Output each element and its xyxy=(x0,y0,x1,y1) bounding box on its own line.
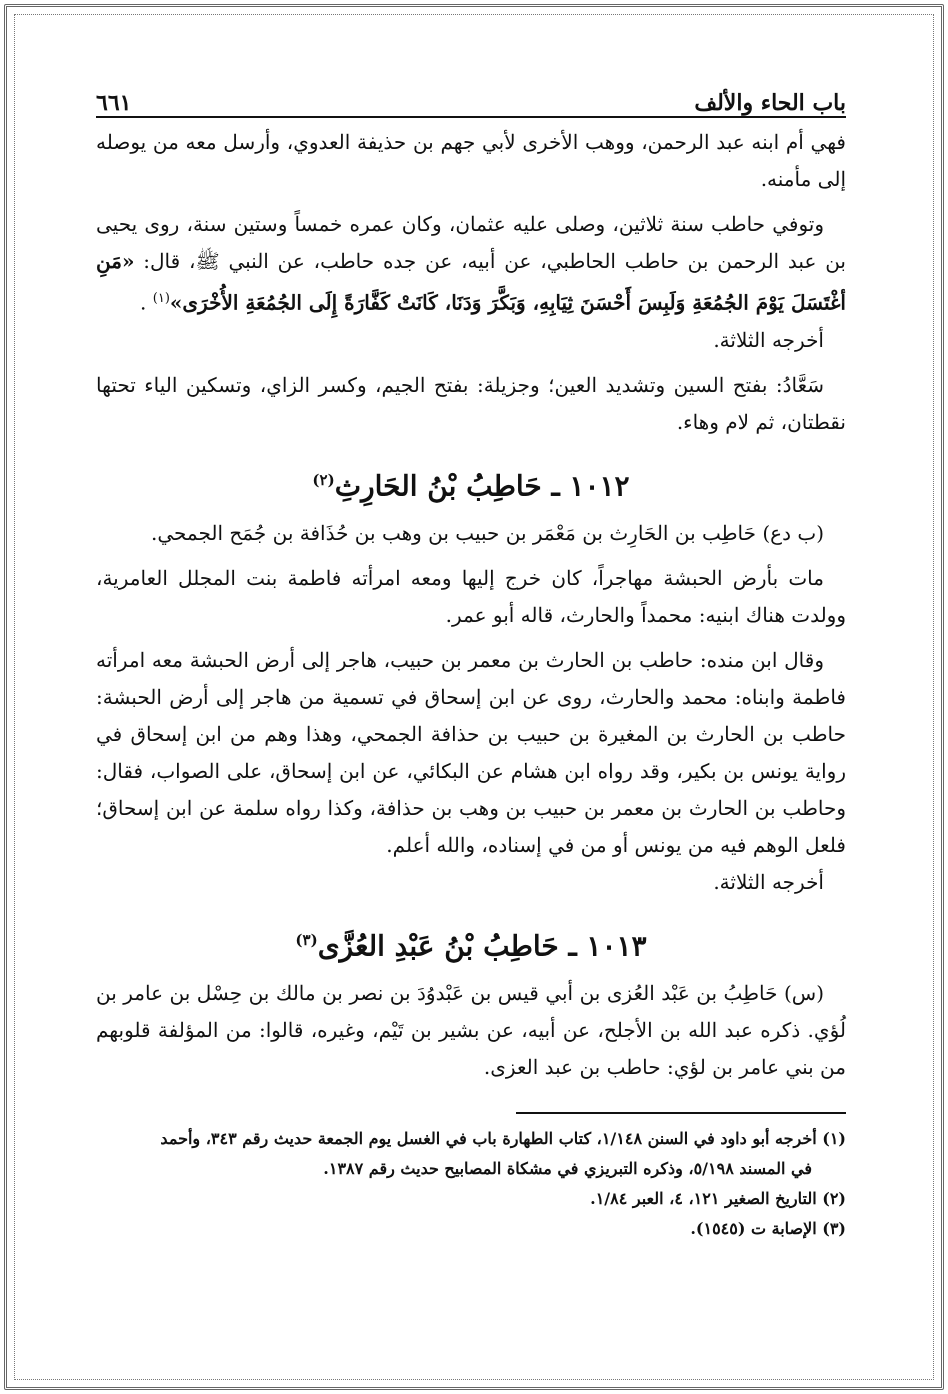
footnotes xyxy=(96,1124,846,1244)
paragraph-8: أخرجه الثلاثة. xyxy=(713,869,824,894)
footnote-ref-3: (٣) xyxy=(295,930,318,949)
page-header xyxy=(96,80,846,118)
paragraph-3: أخرجه الثلاثة. xyxy=(713,327,824,352)
entry-heading-1013 xyxy=(96,915,846,971)
footnote-2: (٢) التاريخ الصغير ١٢١، ٤، العبر ١/٨٤. xyxy=(590,1189,846,1209)
book-page xyxy=(96,80,846,1244)
chapter-title: باب الحاء والألف xyxy=(694,90,846,116)
entry-heading-1012 xyxy=(96,455,846,511)
paragraph-5: (ب دع) حَاطِب بن الحَارِث بن مَعْمَر بن حبيب بن وهب بن حُذَافة بن جُمَح الجمحي. xyxy=(150,520,824,545)
entry-heading-1012-text: ١٠١٢ ـ حَاطِبُ بْنُ الحَارِثِ xyxy=(334,468,630,502)
footnote-1: (١) أخرجه أبو داود في السنن ١/١٤٨، كتاب الطهارة باب في الغسل يوم الجمعة حديث رقم ٣٤٣، وأحمد xyxy=(160,1129,846,1149)
paragraph-7: وقال ابن منده: حاطب بن الحارث بن معمر بن حبيب، هاجر إلى أرض الحبشة معه امرأته فاطمة وابناه: محمد والحارث، روى عن ابن إسحاق في تسمية من هاجر إلى أرض الحبشة: حاطب بن الحارث بن المغيرة بن حبيب بن حذافة الجمحي، وهذا وهم من ابن إسحاق في رواية يونس بن بكير، وقد رواه ابن هشام عن البكائي، عن ابن إسحاق، على الصواب، فقال: وحاطب بن الحارث بن معمر بن حبيب بن وهب بن حذافة، وكذا رواه سلمة عن ابن إسحاق؛ فلعل الوهم فيه من يونس أو من في إسناده، والله أعلم. xyxy=(96,647,846,857)
footnote-1-continued: في المسند ٥/١٩٨، وذكره التبريزي في مشكاة المصابيح حديث رقم ١٣٨٧. xyxy=(323,1159,812,1179)
paragraph-9: (س) حَاطِبُ بن عَبْد العُزى بن أبي قيس بن عَبْدوُدَ بن نصر بن مالك بن حِسْل بن عامر بن لُؤي. ذكره عبد الله بن الأجلح، عن أبيه، عن بشير بن تَيْم، وغيره، قالوا: من المؤلفة قلوبهم من بني عامر بن لؤي: حاطب بن عبد العزى. xyxy=(96,981,846,1080)
paragraph-6: مات بأرض الحبشة مهاجراً، كان خرج إليها ومعه امرأته فاطمة بنت المجلل العامرية، وولدت هناك ابنيه: محمداً والحارث، قاله أبو عمر. xyxy=(96,565,846,627)
paragraph-1: فهي أم ابنه عبد الرحمن، ووهب الأخرى لأبي جهم بن حذيفة العدوي، وأرسل معه من يوصله إلى مأمنه. xyxy=(96,130,846,191)
footnote-ref-2: (٢) xyxy=(312,470,335,489)
paragraph-2-text: وتوفي حاطب سنة ثلاثين، وصلى عليه عثمان، وكان عمره خمساً وستين سنة، روى يحيى بن عبد الرحمن بن حاطب الحاطبي، عن أبيه، عن جده حاطب، عن النبي ﷺ، قال: xyxy=(96,212,846,273)
paragraph-4: سَعَّادُ: بفتح السين وتشديد العين؛ وجزيلة: بفتح الجيم، وكسر الزاي، وتسكين الياء تحتها نقطتان، ثم لام وهاء. xyxy=(96,372,846,434)
hadith-quote: «مَنِ أغْتَسَلَ يَوْمَ الجُمُعَةِ وَلَبِسَ أَحْسَنَ ثِيَابِهِ، وَبَكَّرَ وَدَنَا، كَانَتْ كَفَّارَةً إِلَى الجُمُعَةِ الأُخْرَى» xyxy=(96,249,846,315)
page-number: ٦٦١ xyxy=(96,90,132,116)
footnote-3: (٣) الإصابة ت (١٥٤٥). xyxy=(690,1219,846,1239)
footnote-divider xyxy=(516,1112,846,1114)
entry-heading-1013-text: ١٠١٣ ـ حَاطِبُ بْنُ عَبْدِ العُزَّى xyxy=(317,929,647,963)
paragraph-2: وتوفي حاطب سنة ثلاثين، وصلى عليه عثمان، وكان عمره خمساً وستين سنة، روى يحيى بن عبد الرحمن بن حاطب الحاطبي، عن أبيه، عن جده حاطب، عن النبي ﷺ، قال: «مَنِ أغْتَسَلَ يَوْمَ الجُمُعَةِ وَلَبِسَ أَحْسَنَ ثِيَابِهِ، وَبَكَّرَ وَدَنَا، كَانَتْ كَفَّارَةً إِلَى الجُمُعَةِ الأُخْرَى»$^{(١)}$ . xyxy=(96,212,846,315)
footnote-ref-1: (١) xyxy=(152,291,170,306)
